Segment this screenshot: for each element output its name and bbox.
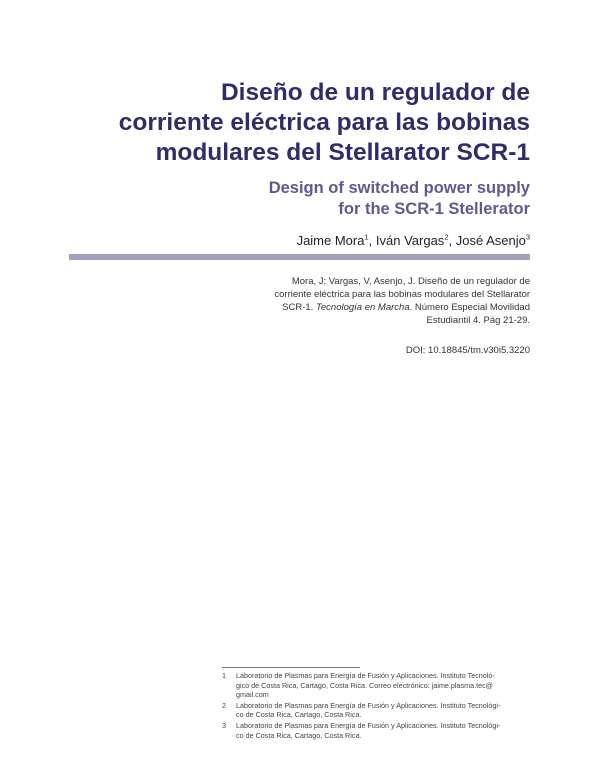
footnote-line: co de Costa Rica, Cartago, Costa Rica. xyxy=(236,710,362,720)
citation-block xyxy=(230,275,530,327)
footnote-text xyxy=(236,721,500,740)
journal-name: Tecnología en Marcha xyxy=(315,302,410,313)
citation-line-2: corriente eléctrica para las bobinas modulares del Stellarator xyxy=(274,289,530,300)
footnote-number: 2 xyxy=(222,700,226,710)
footnote-line: gmail.com xyxy=(236,690,269,700)
author-name: Jaime Mora xyxy=(296,233,365,248)
author-separator: , xyxy=(368,233,376,248)
footnote xyxy=(222,721,532,740)
title-line-2: corriente eléctrica para las bobinas xyxy=(118,109,530,136)
paper-title xyxy=(70,78,530,168)
paper-subtitle xyxy=(70,178,530,220)
footnote-text xyxy=(236,671,495,700)
footnote-text xyxy=(236,701,500,720)
footnotes xyxy=(222,671,532,741)
footnote xyxy=(222,701,532,720)
title-line-1: Diseño de un regulador de xyxy=(220,79,530,106)
doi: DOI: 10.18845/tm.v30i5.3220 xyxy=(405,345,530,356)
footnote-divider xyxy=(222,667,360,668)
title-line-3: modulares del Stellarator SCR-1 xyxy=(155,139,530,166)
footnote-line: gico de Costa Rica, Cartago, Costa Rica. Correo electrónico: jaime.plasma.tec@ xyxy=(236,680,493,690)
header-divider xyxy=(69,254,530,260)
citation-suffix: . Número Especial Movilidad xyxy=(409,302,530,313)
subtitle-line-1: Design of switched power supply xyxy=(268,179,530,197)
footnote xyxy=(222,671,532,700)
footnote-line: Laboratorio de Plasmas para Energía de Fusión y Aplicaciones. Instituto Tecnoló- xyxy=(236,671,495,680)
footnote-number: 1 xyxy=(222,671,226,680)
author-affiliation-marker: 2 xyxy=(444,232,449,242)
citation-prefix: SCR-1. xyxy=(282,302,316,313)
citation-line-4: Estudiantil 4. Pág 21-29. xyxy=(426,315,530,326)
footnote-line: Laboratorio de Plasmas para Energía de Fusión y Aplicaciones. Instituto Tecnológi- xyxy=(236,720,501,730)
author-separator: , xyxy=(448,233,456,248)
citation-line-3 xyxy=(230,301,530,314)
citation-line-1: Mora, J; Vargas, V, Asenjo, J. Diseño de un regulador de xyxy=(291,276,530,287)
footnote-line: Laboratorio de Plasmas para Energía de Fusión y Aplicaciones. Instituto Tecnológi- xyxy=(236,700,501,710)
author-list xyxy=(297,233,530,248)
author-name: José Asenjo xyxy=(455,233,526,248)
author-name: Iván Vargas xyxy=(375,233,445,248)
footnote-number: 3 xyxy=(222,720,226,730)
author-affiliation-marker: 3 xyxy=(525,232,530,242)
footnote-line: co de Costa Rica, Cartago, Costa Rica. xyxy=(236,730,362,740)
author-affiliation-marker: 1 xyxy=(364,232,369,242)
subtitle-line-2: for the SCR-1 Stellerator xyxy=(338,200,530,218)
